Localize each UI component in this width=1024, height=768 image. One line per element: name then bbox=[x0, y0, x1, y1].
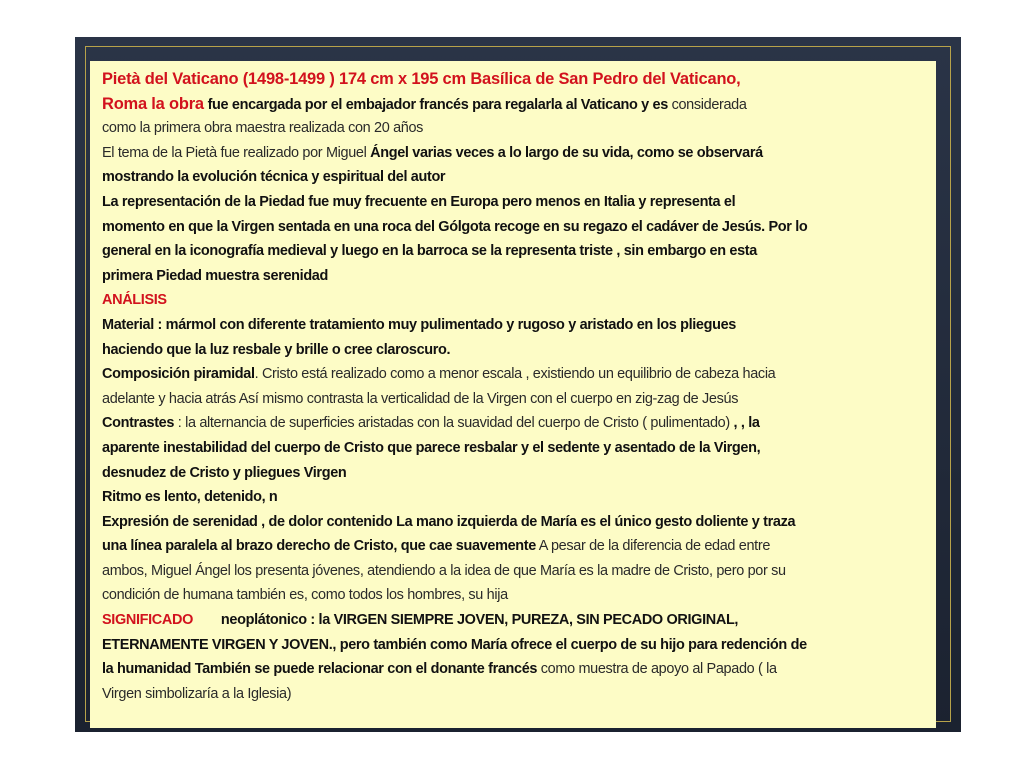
text-segment: neoplátonico : la VIRGEN SIEMPRE JOVEN, PUREZA, SIN PECADO ORIGINAL, bbox=[220, 612, 739, 629]
text-segment: como la primera obra maestra realizada con 20 años bbox=[102, 120, 424, 137]
text-segment: El tema de la Pietà fue realizado por Miguel bbox=[102, 144, 371, 161]
section-heading: SIGNIFICADO bbox=[102, 612, 193, 629]
line-14 bbox=[102, 387, 928, 412]
text-segment: Composición piramidal bbox=[102, 366, 255, 383]
line-15 bbox=[102, 411, 928, 436]
text-segment: Ángel varias veces a lo largo de su vida, como se observará bbox=[370, 144, 763, 161]
line-17 bbox=[102, 461, 928, 486]
text-segment: momento en que la Virgen sentada en una roca del Gólgota recoge en su regazo el cadáver de Jesús. Por lo bbox=[102, 218, 808, 235]
line-4 bbox=[102, 141, 928, 166]
text-segment: una línea paralela al brazo derecho de Cristo, que cae suavemente bbox=[102, 538, 536, 555]
line-5 bbox=[102, 165, 928, 190]
line-2 bbox=[102, 92, 928, 117]
line-3 bbox=[102, 116, 928, 141]
line-23 bbox=[102, 608, 928, 633]
line-9 bbox=[102, 264, 928, 289]
line-12 bbox=[102, 338, 928, 363]
text-segment: Expresión de serenidad , de dolor contenido La mano izquierda de María es el único gesto doliente y traza bbox=[102, 513, 796, 530]
line-6 bbox=[102, 190, 928, 215]
text-segment: Virgen simbolizaría a la Iglesia) bbox=[102, 685, 292, 702]
title-line bbox=[102, 67, 928, 92]
line-13 bbox=[102, 362, 928, 387]
text-segment: . Cristo está realizado como a menor escala , existiendo un equilibrio de cabeza hacia bbox=[254, 366, 776, 383]
text-segment: haciendo que la luz resbale y brille o cree claroscuro. bbox=[102, 341, 451, 358]
text-segment: Material : mármol con diferente tratamiento muy pulimentado y rugoso y aristado en los pliegues bbox=[102, 316, 736, 333]
text-segment: , , la bbox=[733, 415, 760, 432]
text-segment: mostrando la evolución técnica y espiritual del autor bbox=[102, 169, 446, 186]
text-segment: considerada bbox=[671, 96, 747, 113]
text-segment: condición de humana también es, como todos los hombres, su hija bbox=[102, 587, 508, 604]
text-segment: como muestra de apoyo al Papado ( la bbox=[540, 661, 777, 678]
line-24 bbox=[102, 633, 928, 658]
text-segment: adelante y hacia atrás Así mismo contrasta la verticalidad de la Virgen con el cuerpo en zig-zag de Jesús bbox=[102, 390, 739, 407]
line-22 bbox=[102, 583, 928, 608]
text-segment: : la alternancia de superficies aristadas con la suavidad del cuerpo de Cristo ( pulimentado) bbox=[174, 415, 734, 432]
line-11 bbox=[102, 313, 928, 338]
text-segment: A pesar de la diferencia de edad entre bbox=[535, 538, 771, 555]
section-heading: ANÁLISIS bbox=[102, 292, 167, 309]
line-26 bbox=[102, 682, 928, 707]
line-16 bbox=[102, 436, 928, 461]
text-segment: primera Piedad muestra serenidad bbox=[102, 267, 329, 284]
line-20 bbox=[102, 534, 928, 559]
text-segment: ambos, Miguel Ángel los presenta jóvenes, atendiendo a la idea de que María es la madre de Cristo, pero por su bbox=[102, 562, 786, 579]
title-text: Pietà del Vaticano (1498-1499 ) 174 cm x 195 cm Basílica de San Pedro del Vaticano, bbox=[102, 70, 741, 88]
text-segment: general en la iconografía medieval y luego en la barroca se la representa triste , sin embargo en esta bbox=[102, 243, 757, 260]
line-7 bbox=[102, 215, 928, 240]
line-25 bbox=[102, 657, 928, 682]
title-continuation: Roma la obra bbox=[102, 94, 204, 113]
content-panel bbox=[90, 61, 936, 728]
text-segment: aparente inestabilidad del cuerpo de Cristo que parece resbalar y el sedente y asentado de la Virgen, bbox=[102, 439, 761, 456]
text-segment: Contrastes bbox=[102, 415, 175, 432]
text-segment: fue encargada por el embajador francés para regalarla al Vaticano y es bbox=[203, 96, 672, 113]
text-segment: Ritmo es lento, detenido, n bbox=[102, 489, 278, 506]
line-21 bbox=[102, 559, 928, 584]
line-19 bbox=[102, 510, 928, 535]
text-segment: ETERNAMENTE VIRGEN Y JOVEN., pero también como María ofrece el cuerpo de su hijo para redención de bbox=[102, 636, 807, 653]
line-18 bbox=[102, 485, 928, 510]
line-8 bbox=[102, 239, 928, 264]
text-segment: La representación de la Piedad fue muy frecuente en Europa pero menos en Italia y representa el bbox=[102, 193, 736, 210]
analisis-heading bbox=[102, 288, 928, 313]
text-segment: la humanidad También se puede relacionar con el donante francés bbox=[102, 661, 541, 678]
text-segment: desnudez de Cristo y pliegues Virgen bbox=[102, 464, 347, 481]
